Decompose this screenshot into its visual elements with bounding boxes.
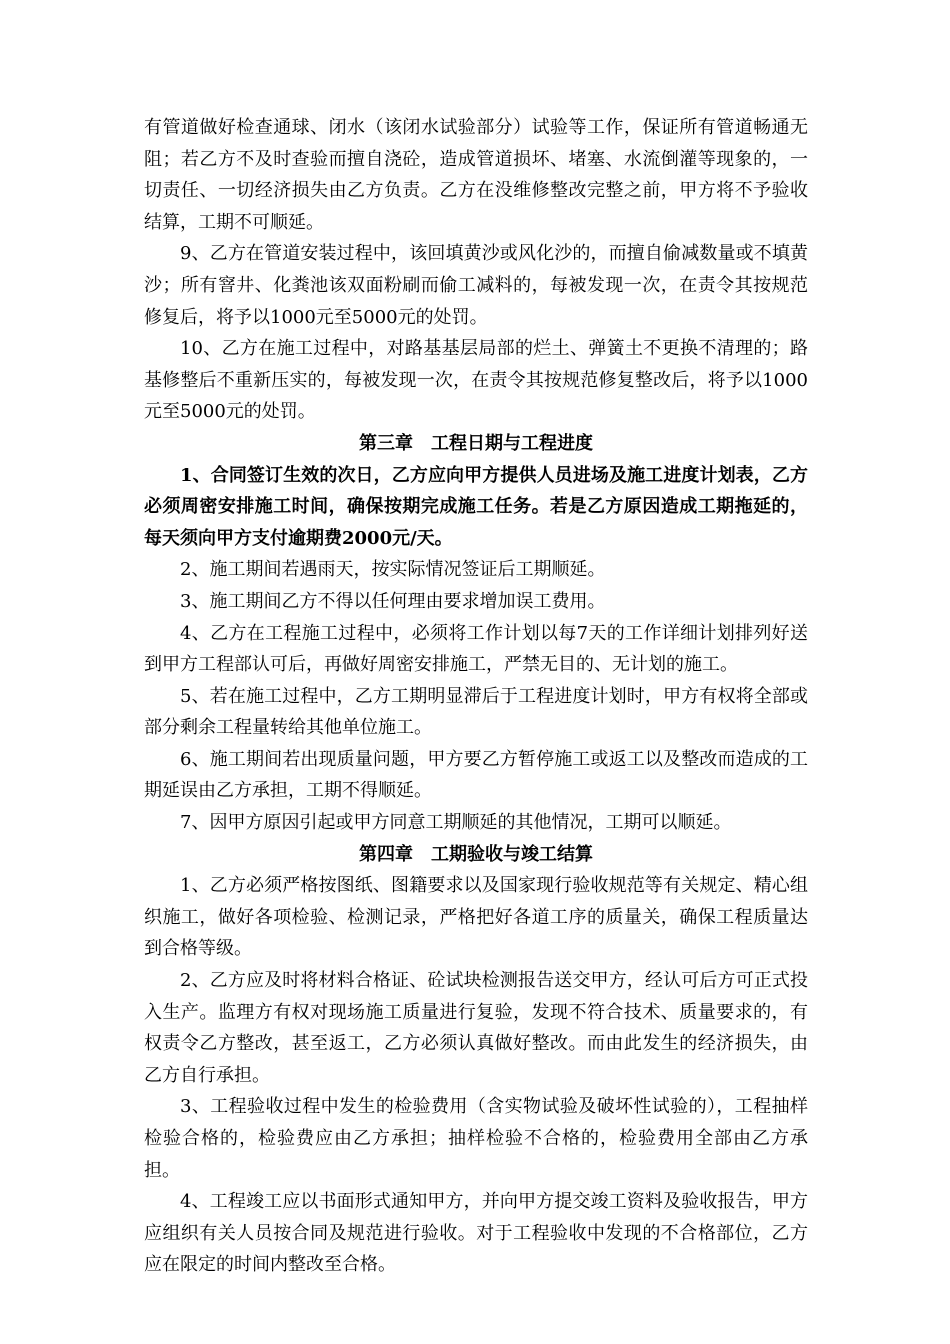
paragraph-ch3-clause-3: 3、施工期间乙方不得以任何理由要求增加误工费用。	[180, 590, 606, 612]
paragraph-clause-10: 10、乙方在施工过程中，对路基基层局部的烂土、弹簧土不更换不清理的；路基修整后不重新压实的，每被发现一次，在责令其按规范修复整改后，将予以1000元至5000元的处罚。	[144, 338, 808, 423]
paragraph-ch4-clause-4: 4、工程竣工应以书面形式通知甲方，并向甲方提交竣工资料及验收报告，甲方应组织有关人员按合同及规范进行验收。对于工程验收中发现的不合格部位，乙方应在限定的时间内整改至合格。	[144, 1191, 808, 1276]
paragraph-clause-9: 9、乙方在管道安装过程中，该回填黄沙或风化沙的，而擅自偷减数量或不填黄沙；所有窨井、化粪池该双面粉刷而偷工减料的，每被发现一次，在责令其按规范修复后，将予以1000元至5000元的处罚。	[144, 243, 808, 328]
paragraph-ch4-clause-1: 1、乙方必须严格按图纸、图籍要求以及国家现行验收规范等有关规定、精心组织施工，做好各项检验、检测记录，严格把好各道工序的质量关，确保工程质量达到合格等级。	[144, 875, 808, 960]
chapter-4-heading: 第四章 工期验收与竣工结算	[359, 843, 593, 865]
paragraph-continuation: 有管道做好检查通球、闭水（该闭水试验部分）试验等工作，保证所有管道畅通无阻；若乙方不及时查验而擅自浇砼，造成管道损坏、堵塞、水流倒灌等现象的，一切责任、一切经济损失由乙方负责。乙方在没维修整改完整之前，甲方将不予验收结算，工期不可顺延。	[144, 117, 808, 233]
paragraph-ch3-clause-1: 1、合同签订生效的次日，乙方应向甲方提供人员进场及施工进度计划表，乙方必须周密安排施工时间，确保按期完成施工任务。若是乙方原因造成工期拖延的，每天须向甲方支付逾期费2000元/天。	[144, 464, 808, 549]
paragraph-ch3-clause-6: 6、施工期间若出现质量问题，甲方要乙方暂停施工或返工以及整改而造成的工期延误由乙方承担，工期不得顺延。	[144, 748, 808, 802]
document-page	[144, 112, 808, 1281]
paragraph-ch4-clause-2: 2、乙方应及时将材料合格证、砼试块检测报告送交甲方，经认可后方可正式投入生产。监理方有权对现场施工质量进行复验，发现不符合技术、质量要求的，有权责令乙方整改，甚至返工，乙方必须认真做好整改。而由此发生的经济损失，由乙方自行承担。	[144, 970, 808, 1086]
chapter-3-heading: 第三章 工程日期与工程进度	[359, 432, 593, 454]
paragraph-ch3-clause-4: 4、乙方在工程施工过程中，必须将工作计划以每7天的工作详细计划排列好送到甲方工程部认可后，再做好周密安排施工，严禁无目的、无计划的施工。	[144, 622, 808, 676]
paragraph-ch3-clause-7: 7、因甲方原因引起或甲方同意工期顺延的其他情况，工期可以顺延。	[180, 812, 732, 834]
paragraph-ch3-clause-5: 5、若在施工过程中，乙方工期明显滞后于工程进度计划时，甲方有权将全部或部分剩余工程量转给其他单位施工。	[144, 685, 808, 739]
paragraph-ch3-clause-2: 2、施工期间若遇雨天，按实际情况签证后工期顺延。	[180, 559, 606, 581]
paragraph-ch4-clause-3: 3、工程验收过程中发生的检验费用（含实物试验及破坏性试验的），工程抽样检验合格的，检验费应由乙方承担；抽样检验不合格的，检验费用全部由乙方承担。	[144, 1096, 808, 1181]
